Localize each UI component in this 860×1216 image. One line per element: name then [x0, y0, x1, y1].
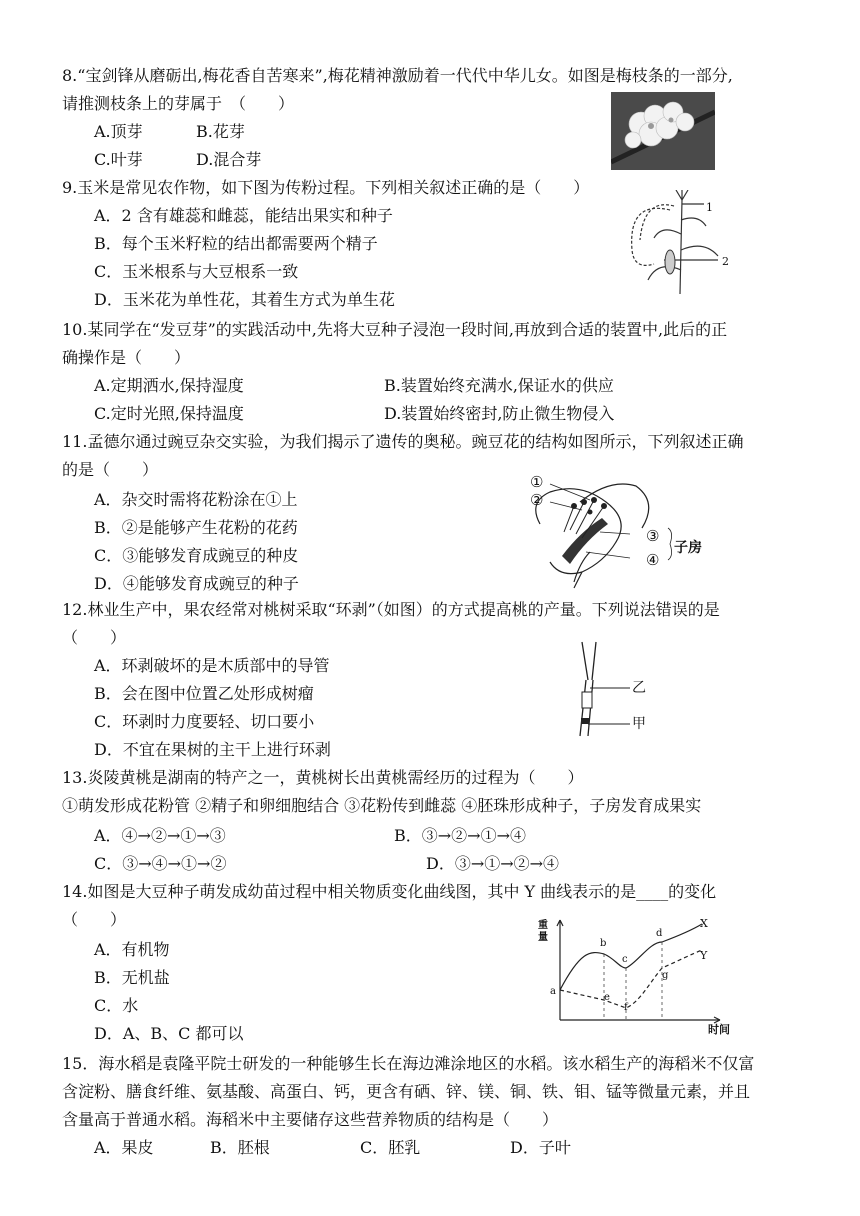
q10-option-a: A.定期洒水,保持湿度: [94, 376, 244, 395]
q12-fig-label-yi: 乙: [632, 680, 646, 696]
q14-option-d: D．A、B、C 都可以: [94, 1024, 244, 1043]
q8-stem-line2: 请推测枝条上的芽属于 （ ）: [62, 94, 295, 113]
chart-x-label: 时间: [708, 1023, 730, 1036]
q12-option-b: B．会在图中位置乙处形成树瘤: [94, 684, 314, 703]
point-label-e: e: [604, 992, 610, 1003]
q8-stem-line1: 8.“宝剑锋从磨砺出,梅花香自苦寒来”,梅花精神激励着一代代中华儿女。如图是梅枝条的一部分,: [62, 66, 733, 85]
q13-option-b: B．③→②→①→④: [394, 826, 526, 845]
q9-option-d: D．玉米花为单性花，其着生方式为单生花: [94, 290, 395, 309]
q13-option-c: C．③→④→①→②: [94, 854, 227, 873]
q12-stem-line2: （ ）: [62, 628, 127, 647]
q11-fig-label-ovary: 子房: [674, 540, 702, 556]
q15-stem-line1: 15．海水稻是袁隆平院士研发的一种能够生长在海边滩涂地区的水稻。该水稻生产的海稻米不仅富: [62, 1054, 755, 1073]
point-label-b: b: [600, 938, 607, 949]
q11-option-b: B．②是能够产生花粉的花药: [94, 518, 298, 537]
q13-steps: ①萌发形成花粉管 ②精子和卵细胞结合 ③花粉传到雌蕊 ④胚珠形成种子，子房发育成果实: [62, 796, 702, 815]
q8-option-d: D.混合芽: [196, 150, 262, 169]
q9-fig-label-1: 1: [706, 201, 713, 214]
series-y-label: Y: [700, 949, 708, 962]
q8-option-b: B.花芽: [196, 122, 245, 141]
q11-fig-label-1: ①: [530, 473, 544, 491]
series-x-line: [560, 924, 702, 990]
q12-fig-label-jia: 甲: [632, 716, 646, 732]
q14-paren: （ ）: [62, 910, 127, 929]
q13-option-d: D．③→①→②→④: [426, 854, 560, 873]
q12-option-a: A．环剥破坏的是木质部中的导管: [94, 656, 330, 675]
q10-option-d: D.装置始终密封,防止微生物侵入: [384, 404, 615, 423]
q8-option-a: A.顶芽: [94, 122, 143, 141]
q8-option-c: C.叶芽: [94, 150, 143, 169]
q11-fig-label-3: ③: [646, 527, 660, 545]
q14-stem: 14.如图是大豆种子萌发成幼苗过程中相关物质变化曲线图，其中 Y 曲线表示的是____的变化: [62, 882, 717, 901]
q10-stem-line1: 10.某同学在“发豆芽”的实践活动中,先将大豆种子浸泡一段时间,再放到合适的装置中,此后的正: [62, 320, 728, 339]
chart-y-label: 重量: [538, 920, 548, 943]
q15-option-a: A．果皮: [94, 1138, 154, 1157]
point-label-c: c: [622, 954, 628, 965]
q15-stem-line2: 含淀粉、膳食纤维、氨基酸、高蛋白、钙，更含有硒、锌、镁、铜、铁、钼、锰等微量元素，并且: [62, 1082, 751, 1101]
q11-option-c: C．③能够发育成豌豆的种皮: [94, 546, 299, 565]
q11-option-a: A．杂交时需将花粉涂在①上: [94, 490, 298, 509]
q9-option-b: B．每个玉米籽粒的结出都需要两个精子: [94, 234, 378, 253]
q11-fig-label-4: ④: [646, 551, 660, 569]
point-label-g: g: [662, 970, 669, 981]
q14-option-a: A．有机物: [94, 940, 170, 959]
q9-option-a: A．2 含有雄蕊和雌蕊，能结出果实和种子: [94, 206, 393, 225]
q10-option-b: B.装置始终充满水,保证水的供应: [384, 376, 614, 395]
q15-option-b: B．胚根: [210, 1138, 270, 1157]
corn-pollination-figure: [618, 190, 748, 298]
q14-option-b: B．无机盐: [94, 968, 170, 987]
point-label-d: d: [656, 928, 663, 939]
q9-option-c: C．玉米根系与大豆根系一致: [94, 262, 299, 281]
plum-branch-photo: [611, 92, 715, 170]
q14-option-c: C．水: [94, 996, 139, 1015]
q13-option-a: A．④→②→①→③: [94, 826, 226, 845]
q13-stem: 13.炎陵黄桃是湖南的特产之一，黄桃树长出黄桃需经历的过程为（ ）: [62, 768, 584, 787]
q11-stem-line1: 11.孟德尔通过豌豆杂交实验，为我们揭示了遗传的奥秘。豌豆花的结构如图所示，下列叙述正确: [62, 432, 744, 451]
q11-option-d: D．④能够发育成豌豆的种子: [94, 574, 299, 593]
q10-option-c: C.定时光照,保持温度: [94, 404, 244, 423]
point-label-f: f: [624, 1002, 628, 1013]
point-label-a: a: [550, 986, 556, 997]
q15-option-d: D．子叶: [510, 1138, 571, 1157]
q11-stem-line2: 的是（ ）: [62, 460, 159, 479]
q12-option-c: C．环剥时力度要轻、切口要小: [94, 712, 315, 731]
q12-stem-line1: 12.林业生产中，果农经常对桃树采取“环剥”（如图）的方式提高桃的产量。下列说法错误的是: [62, 600, 720, 619]
q9-fig-label-2: 2: [722, 255, 729, 268]
series-x-label: X: [700, 917, 708, 930]
q9-stem: 9.玉米是常见农作物，如下图为传粉过程。下列相关叙述正确的是（ ）: [62, 178, 590, 197]
q12-option-d: D．不宜在果树的主干上进行环剥: [94, 740, 331, 759]
q15-stem-line3: 含量高于普通水稻。海稻米中主要储存这些营养物质的结构是（ ）: [62, 1110, 559, 1129]
q15-option-c: C．胚乳: [360, 1138, 421, 1157]
q10-stem-line2: 确操作是（ ）: [62, 348, 191, 367]
q11-fig-label-2: ②: [530, 491, 544, 509]
